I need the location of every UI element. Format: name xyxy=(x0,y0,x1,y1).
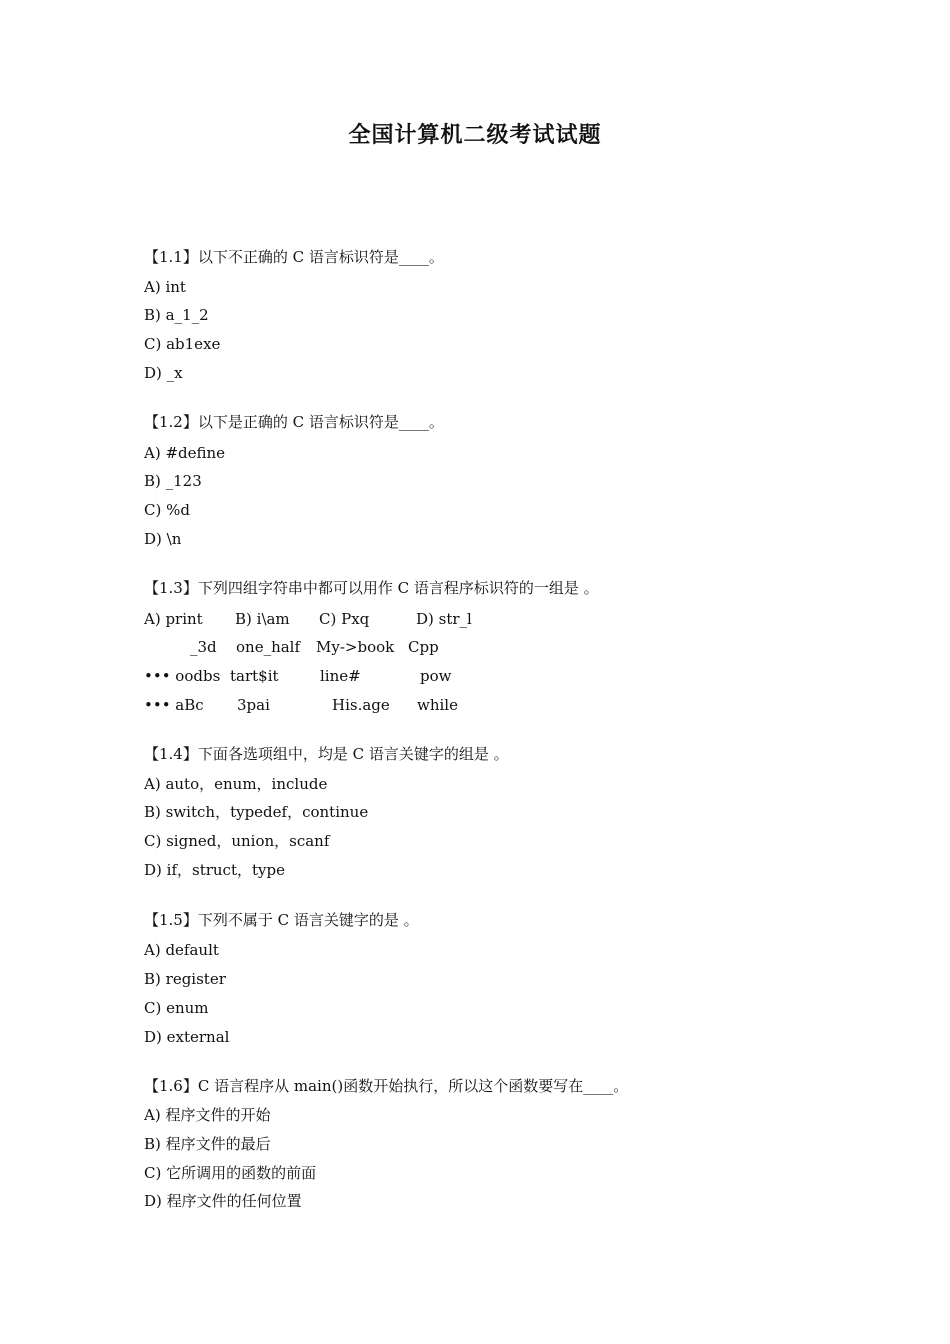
grid-cell: His.age xyxy=(332,696,390,714)
option-a: A) default xyxy=(144,941,219,959)
grid-cell: B) i\am xyxy=(235,610,290,628)
grid-cell: ••• oodbs xyxy=(144,667,221,685)
option-b: B) register xyxy=(144,970,226,988)
option-d: D) external xyxy=(144,1028,230,1046)
option-b: B) a_1_2 xyxy=(144,306,209,324)
grid-cell: D) str_l xyxy=(416,610,472,628)
question-stem-1-6: 【1.6】C 语言程序从 main()函数开始执行，所以这个函数要写在____。 xyxy=(144,1077,629,1095)
option-b: B) _123 xyxy=(144,472,202,490)
option-d: D) if，struct，type xyxy=(144,861,285,879)
grid-cell: line# xyxy=(320,667,361,685)
grid-cell: while xyxy=(417,696,458,714)
option-a: A) 程序文件的开始 xyxy=(144,1106,271,1124)
option-d: D) 程序文件的任何位置 xyxy=(144,1192,302,1210)
question-stem-1-3: 【1.3】下列四组字符串中都可以用作 C 语言程序标识符的一组是 。 xyxy=(144,579,599,597)
grid-cell: pow xyxy=(420,667,452,685)
option-a: A) #define xyxy=(144,444,226,462)
option-c: C) %d xyxy=(144,501,190,519)
option-d: D) _x xyxy=(144,364,183,382)
grid-cell: _3d xyxy=(190,638,217,656)
grid-cell: ••• aBc xyxy=(144,696,204,714)
grid-cell: A) print xyxy=(144,610,203,628)
option-c: C) signed，union，scanf xyxy=(144,832,330,850)
grid-cell: My->book xyxy=(316,638,395,656)
grid-cell: 3pai xyxy=(237,696,270,714)
option-c: C) 它所调用的函数的前面 xyxy=(144,1164,317,1182)
option-a: A) auto，enum，include xyxy=(144,775,328,793)
grid-cell: one_half xyxy=(236,638,301,656)
question-stem-1-1: 【1.1】以下不正确的 C 语言标识符是____。 xyxy=(144,248,444,266)
option-b: B) 程序文件的最后 xyxy=(144,1135,271,1153)
grid-cell: C) Pxq xyxy=(319,610,370,628)
question-stem-1-5: 【1.5】下列不属于 C 语言关键字的是 。 xyxy=(144,911,419,929)
question-stem-1-4: 【1.4】下面各选项组中，均是 C 语言关键字的组是 。 xyxy=(144,745,509,763)
question-stem-1-2: 【1.2】以下是正确的 C 语言标识符是____。 xyxy=(144,413,444,431)
page-title: 全国计算机二级考试试题 xyxy=(348,123,602,148)
option-c: C) enum xyxy=(144,999,209,1017)
option-a: A) int xyxy=(144,278,186,296)
option-c: C) ab1exe xyxy=(144,335,221,353)
option-b: B) switch，typedef，continue xyxy=(144,803,369,821)
grid-cell: Cpp xyxy=(408,638,439,656)
option-d: D) \n xyxy=(144,530,182,548)
grid-cell: tart$it xyxy=(230,667,279,685)
